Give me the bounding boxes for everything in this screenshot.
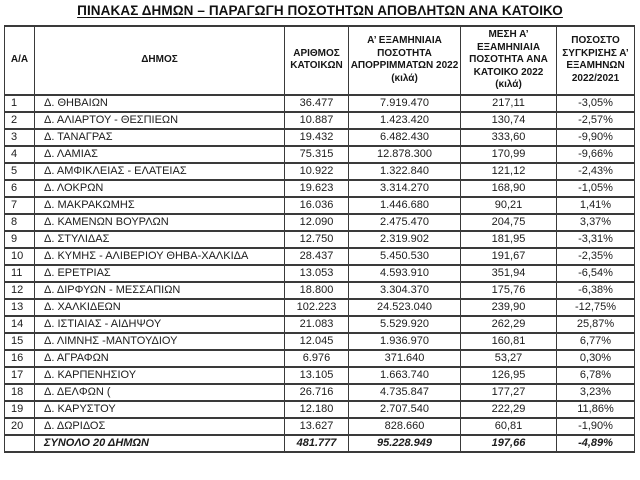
row-number-cell: 9 xyxy=(5,231,35,248)
row-number-cell: 10 xyxy=(5,248,35,265)
comparison-pct-cell: -2,57% xyxy=(557,112,635,129)
row-number-cell: 8 xyxy=(5,214,35,231)
comparison-pct-cell: -1,90% xyxy=(557,418,635,435)
municipality-name-cell: Δ. ΕΡΕΤΡΙΑΣ xyxy=(35,265,285,282)
table-row xyxy=(5,112,635,129)
row-number-cell: 12 xyxy=(5,282,35,299)
residents-count-cell: 26.716 xyxy=(285,384,349,401)
avg-per-capita-cell: 177,27 xyxy=(461,384,557,401)
page-title: ΠΙΝΑΚΑΣ ΔΗΜΩΝ – ΠΑΡΑΓΩΓΗ ΠΟΣΟΤΗΤΩΝ ΑΠΟΒΛΗΤΩΝ ΑΝΑ ΚΑΤΟΙΚΟ xyxy=(77,3,563,18)
municipalities-waste-table xyxy=(4,25,635,453)
table-body xyxy=(5,95,635,435)
semester-quantity-cell: 1.322.840 xyxy=(349,163,461,180)
semester-quantity-cell: 4.735.847 xyxy=(349,384,461,401)
municipality-name-cell: Δ. ΘΗΒΑΙΩΝ xyxy=(35,95,285,112)
avg-per-capita-cell: 351,94 xyxy=(461,265,557,282)
semester-quantity-cell: 1.663.740 xyxy=(349,367,461,384)
table-row xyxy=(5,129,635,146)
avg-per-capita-cell: 217,11 xyxy=(461,95,557,112)
avg-per-capita-cell: 191,67 xyxy=(461,248,557,265)
municipality-name-cell: Δ. ΔΕΛΦΩΝ ( xyxy=(35,384,285,401)
semester-quantity-cell: 4.593.910 xyxy=(349,265,461,282)
residents-count-cell: 10.922 xyxy=(285,163,349,180)
residents-count-cell: 28.437 xyxy=(285,248,349,265)
comparison-pct-cell: -12,75% xyxy=(557,299,635,316)
municipality-name-cell: Δ. ΚΑΡΠΕΝΗΣΙΟΥ xyxy=(35,367,285,384)
avg-per-capita-cell: 333,60 xyxy=(461,129,557,146)
avg-per-capita-cell: 204,75 xyxy=(461,214,557,231)
row-number-cell: 20 xyxy=(5,418,35,435)
total-avg-cell: 197,66 xyxy=(461,435,557,452)
municipality-name-cell: Δ. ΚΑΡΥΣΤΟΥ xyxy=(35,401,285,418)
comparison-pct-cell: 6,77% xyxy=(557,333,635,350)
residents-count-cell: 13.627 xyxy=(285,418,349,435)
avg-per-capita-cell: 168,90 xyxy=(461,180,557,197)
semester-quantity-cell: 3.314.270 xyxy=(349,180,461,197)
residents-count-cell: 12.045 xyxy=(285,333,349,350)
table-row xyxy=(5,401,635,418)
residents-count-cell: 16.036 xyxy=(285,197,349,214)
semester-quantity-cell: 24.523.040 xyxy=(349,299,461,316)
municipality-name-cell: Δ. ΛΙΜΝΗΣ -ΜΑΝΤΟΥΔΙΟΥ xyxy=(35,333,285,350)
col-header-comparison-pct: ΠΟΣΟΣΤΟ ΣΥΓΚΡΙΣΗΣ Α’ ΕΞΑΜΗΝΩΝ 2022/2021 xyxy=(557,26,635,95)
semester-quantity-cell: 6.482.430 xyxy=(349,129,461,146)
row-number-cell: 6 xyxy=(5,180,35,197)
semester-quantity-cell: 2.319.902 xyxy=(349,231,461,248)
comparison-pct-cell: -1,05% xyxy=(557,180,635,197)
avg-per-capita-cell: 175,76 xyxy=(461,282,557,299)
residents-count-cell: 12.090 xyxy=(285,214,349,231)
table-row xyxy=(5,316,635,333)
total-quantity-cell: 95.228.949 xyxy=(349,435,461,452)
table-row xyxy=(5,333,635,350)
comparison-pct-cell: 0,30% xyxy=(557,350,635,367)
municipality-name-cell: Δ. ΧΑΛΚΙΔΕΩΝ xyxy=(35,299,285,316)
municipality-name-cell: Δ. ΚΑΜΕΝΩΝ ΒΟΥΡΛΩΝ xyxy=(35,214,285,231)
comparison-pct-cell: 3,23% xyxy=(557,384,635,401)
comparison-pct-cell: 25,87% xyxy=(557,316,635,333)
residents-count-cell: 102.223 xyxy=(285,299,349,316)
avg-per-capita-cell: 160,81 xyxy=(461,333,557,350)
municipality-name-cell: Δ. ΑΛΙΑΡΤΟΥ - ΘΕΣΠΙΕΩΝ xyxy=(35,112,285,129)
row-number-cell: 1 xyxy=(5,95,35,112)
row-number-cell: 3 xyxy=(5,129,35,146)
table-row xyxy=(5,214,635,231)
row-number-cell: 4 xyxy=(5,146,35,163)
semester-quantity-cell: 2.707.540 xyxy=(349,401,461,418)
avg-per-capita-cell: 126,95 xyxy=(461,367,557,384)
semester-quantity-cell: 1.936.970 xyxy=(349,333,461,350)
semester-quantity-cell: 12.878.300 xyxy=(349,146,461,163)
table-row xyxy=(5,231,635,248)
semester-quantity-cell: 2.475.470 xyxy=(349,214,461,231)
municipality-name-cell: Δ. ΑΓΡΑΦΩΝ xyxy=(35,350,285,367)
residents-count-cell: 12.180 xyxy=(285,401,349,418)
avg-per-capita-cell: 60,81 xyxy=(461,418,557,435)
header-row xyxy=(5,26,635,95)
col-header-avg-per-capita: ΜΕΣΗ Α’ ΕΞΑΜΗΝΙΑΙΑ ΠΟΣΟΤΗΤΑ ΑΝΑ ΚΑΤΟΙΚΟ 2022 (κιλά) xyxy=(461,26,557,95)
municipality-name-cell: Δ. ΔΩΡΙΔΟΣ xyxy=(35,418,285,435)
table-row xyxy=(5,384,635,401)
residents-count-cell: 13.053 xyxy=(285,265,349,282)
document-page xyxy=(0,3,640,453)
semester-quantity-cell: 828.660 xyxy=(349,418,461,435)
col-header-municipality: ΔΗΜΟΣ xyxy=(35,26,285,95)
table-row xyxy=(5,95,635,112)
comparison-pct-cell: 1,41% xyxy=(557,197,635,214)
total-residents-cell: 481.777 xyxy=(285,435,349,452)
table-row xyxy=(5,299,635,316)
municipality-name-cell: Δ. ΤΑΝΑΓΡΑΣ xyxy=(35,129,285,146)
row-number-cell: 19 xyxy=(5,401,35,418)
row-number-cell: 5 xyxy=(5,163,35,180)
row-number-cell: 11 xyxy=(5,265,35,282)
municipality-name-cell: Δ. ΔΙΡΦΥΩΝ - ΜΕΣΣΑΠΙΩΝ xyxy=(35,282,285,299)
avg-per-capita-cell: 262,29 xyxy=(461,316,557,333)
avg-per-capita-cell: 53,27 xyxy=(461,350,557,367)
residents-count-cell: 19.432 xyxy=(285,129,349,146)
row-number-cell: 14 xyxy=(5,316,35,333)
semester-quantity-cell: 371.640 xyxy=(349,350,461,367)
municipality-name-cell: Δ. ΜΑΚΡΑΚΩΜΗΣ xyxy=(35,197,285,214)
row-number-cell: 2 xyxy=(5,112,35,129)
table-footer xyxy=(5,435,635,452)
avg-per-capita-cell: 90,21 xyxy=(461,197,557,214)
comparison-pct-cell: -3,05% xyxy=(557,95,635,112)
comparison-pct-cell: -2,35% xyxy=(557,248,635,265)
avg-per-capita-cell: 239,90 xyxy=(461,299,557,316)
residents-count-cell: 12.750 xyxy=(285,231,349,248)
avg-per-capita-cell: 170,99 xyxy=(461,146,557,163)
table-row xyxy=(5,367,635,384)
table-row xyxy=(5,163,635,180)
municipality-name-cell: Δ. ΛΑΜΙΑΣ xyxy=(35,146,285,163)
semester-quantity-cell: 3.304.370 xyxy=(349,282,461,299)
avg-per-capita-cell: 222,29 xyxy=(461,401,557,418)
residents-count-cell: 19.623 xyxy=(285,180,349,197)
semester-quantity-cell: 1.446.680 xyxy=(349,197,461,214)
table-row xyxy=(5,197,635,214)
col-header-aa: Α/Α xyxy=(5,26,35,95)
row-number-cell: 18 xyxy=(5,384,35,401)
comparison-pct-cell: -3,31% xyxy=(557,231,635,248)
residents-count-cell: 75.315 xyxy=(285,146,349,163)
comparison-pct-cell: -6,54% xyxy=(557,265,635,282)
row-number-cell: 17 xyxy=(5,367,35,384)
row-number-cell: 16 xyxy=(5,350,35,367)
municipality-name-cell: Δ. ΚΥΜΗΣ - ΑΛΙΒΕΡΙΟΥ ΘΗΒΑ-ΧΑΛΚΙΔΑ xyxy=(35,248,285,265)
total-label-cell: ΣΥΝΟΛΟ 20 ΔΗΜΩΝ xyxy=(35,435,285,452)
residents-count-cell: 21.083 xyxy=(285,316,349,333)
avg-per-capita-cell: 181,95 xyxy=(461,231,557,248)
comparison-pct-cell: -2,43% xyxy=(557,163,635,180)
semester-quantity-cell: 1.423.420 xyxy=(349,112,461,129)
municipality-name-cell: Δ. ΑΜΦΙΚΛΕΙΑΣ - ΕΛΑΤΕΙΑΣ xyxy=(35,163,285,180)
residents-count-cell: 13.105 xyxy=(285,367,349,384)
col-header-residents: ΑΡΙΘΜΟΣ ΚΑΤΟΙΚΩΝ xyxy=(285,26,349,95)
table-row xyxy=(5,265,635,282)
comparison-pct-cell: 11,86% xyxy=(557,401,635,418)
total-pct-cell: -4,89% xyxy=(557,435,635,452)
comparison-pct-cell: -9,90% xyxy=(557,129,635,146)
total-empty-cell xyxy=(5,435,35,452)
row-number-cell: 13 xyxy=(5,299,35,316)
comparison-pct-cell: 6,78% xyxy=(557,367,635,384)
comparison-pct-cell: -9,66% xyxy=(557,146,635,163)
residents-count-cell: 36.477 xyxy=(285,95,349,112)
municipality-name-cell: Δ. ΙΣΤΙΑΙΑΣ - ΑΙΔΗΨΟΥ xyxy=(35,316,285,333)
table-row xyxy=(5,146,635,163)
avg-per-capita-cell: 130,74 xyxy=(461,112,557,129)
municipality-name-cell: Δ. ΛΟΚΡΩΝ xyxy=(35,180,285,197)
comparison-pct-cell: -6,38% xyxy=(557,282,635,299)
table-row xyxy=(5,180,635,197)
table-row xyxy=(5,418,635,435)
semester-quantity-cell: 5.529.920 xyxy=(349,316,461,333)
total-row xyxy=(5,435,635,452)
residents-count-cell: 6.976 xyxy=(285,350,349,367)
row-number-cell: 15 xyxy=(5,333,35,350)
residents-count-cell: 18.800 xyxy=(285,282,349,299)
row-number-cell: 7 xyxy=(5,197,35,214)
semester-quantity-cell: 7.919.470 xyxy=(349,95,461,112)
table-header xyxy=(5,26,635,95)
municipality-name-cell: Δ. ΣΤΥΛΙΔΑΣ xyxy=(35,231,285,248)
col-header-semester-quantity: Α’ ΕΞΑΜΗΝΙΑΙΑ ΠΟΣΟΤΗΤΑ ΑΠΟΡΡΙΜΜΑΤΩΝ 2022 (κιλά) xyxy=(349,26,461,95)
residents-count-cell: 10.887 xyxy=(285,112,349,129)
comparison-pct-cell: 3,37% xyxy=(557,214,635,231)
table-row xyxy=(5,282,635,299)
avg-per-capita-cell: 121,12 xyxy=(461,163,557,180)
table-row xyxy=(5,350,635,367)
table-row xyxy=(5,248,635,265)
semester-quantity-cell: 5.450.530 xyxy=(349,248,461,265)
